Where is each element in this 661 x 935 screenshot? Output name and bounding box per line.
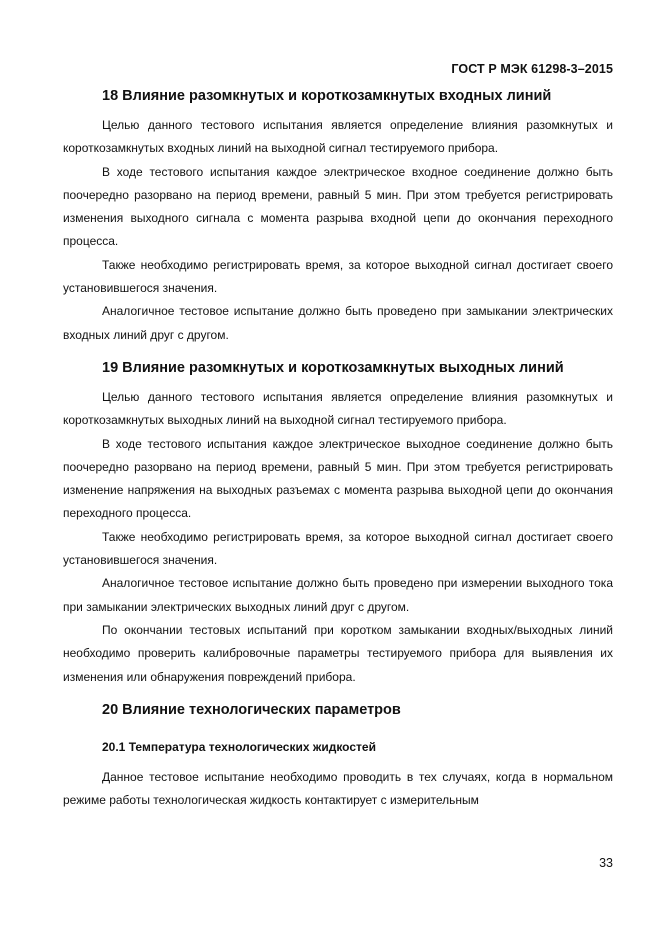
section-18-paragraph-4: Аналогичное тестовое испытание должно быть проведено при замыкании электрических входных линий друг с другом.: [63, 304, 613, 342]
section-20: [63, 700, 613, 813]
section-18-paragraph-3: Также необходимо регистрировать время, за которое выходной сигнал достигает своего установившегося значения.: [63, 257, 613, 296]
section-19-paragraph-4: Аналогичное тестовое испытание должно быть проведено при измерении выходного тока при замыкании электрических выходных линий друг с другом.: [63, 576, 613, 614]
section-19: [63, 358, 613, 689]
section-19-paragraph-1: Целью данного тестового испытания является определение влияния разомкнутых и короткозамкнутых выходных линий на выходной сигнал тестируемого прибора.: [63, 390, 613, 428]
section-19-title: 19 Влияние разомкнутых и короткозамкнутых выходных линий: [102, 360, 564, 376]
document-code-header: ГОСТ Р МЭК 61298-3–2015: [451, 62, 613, 76]
section-18-paragraph-2: В ходе тестового испытания каждое электрическое входное соединение должно быть поочередно разорвано на период времени, равный 5 мин. При этом требуется регистрировать изменения выходного сигнала с момента разрыва входной цепи до окончания переходного процесса.: [63, 164, 613, 249]
section-19-paragraph-5: По окончании тестовых испытаний при коротком замыкании входных/выходных линий необходимо проверить калибровочные параметры тестируемого прибора для выявления их изменения или обнаружения повреждений прибора.: [63, 622, 613, 684]
page-number: 33: [599, 856, 613, 870]
subsection-20-1-paragraph-1: Данное тестовое испытание необходимо проводить в тех случаях, когда в нормальном режиме работы технологическая жидкость контактирует с измерительным: [63, 770, 613, 808]
section-18-paragraph-1: Целью данного тестового испытания является определение влияния разомкнутых и короткозамкнутых входных линий на выходной сигнал тестируемого прибора.: [63, 118, 613, 156]
section-18: [63, 86, 613, 347]
section-19-paragraph-2: В ходе тестового испытания каждое электрическое выходное соединение должно быть поочередно разорвано на период времени, равный 5 мин. При этом требуется регистрировать изменение напряжения на выходных разъемах с момента разрыва выходной цепи до окончания переходного процесса.: [63, 436, 613, 521]
section-19-paragraph-3: Также необходимо регистрировать время, за которое выходной сигнал достигает своего установившегося значения.: [63, 529, 613, 568]
subsection-20-1-title: 20.1 Температура технологических жидкостей: [102, 740, 376, 754]
section-20-title: 20 Влияние технологических параметров: [102, 702, 401, 718]
section-18-title: 18 Влияние разомкнутых и короткозамкнутых входных линий: [102, 88, 552, 104]
